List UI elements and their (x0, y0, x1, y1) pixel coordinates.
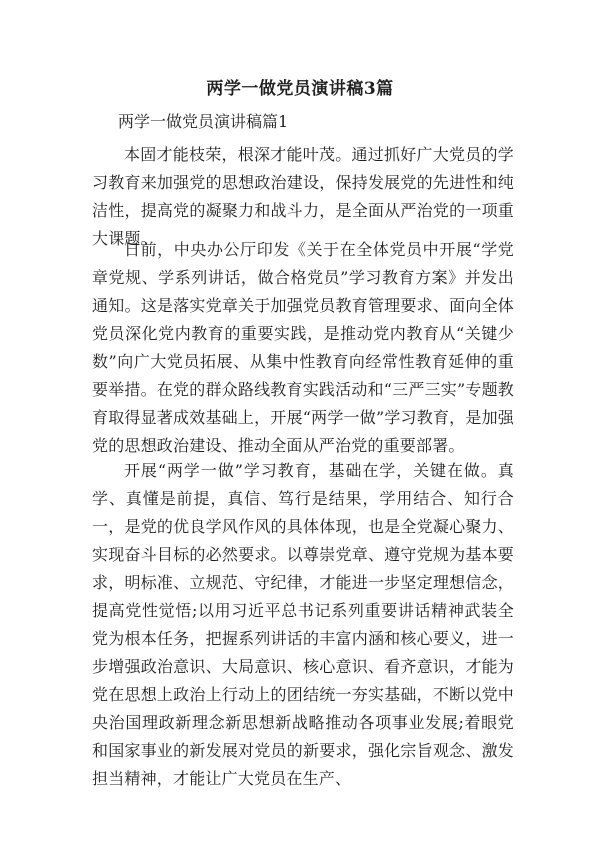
paragraph-2: 日前，中央办公厅印发《关于在全体党员中开展“学党章党规、学系列讲话，做合格党员”学习教育方案》并发出通知。这是落实党章关于加强党员教育管理要求、面向全体党员深化党内教育的重要实践，是推动党内教育从“关键少数”向广大党员拓展、从集中性教育向经常性教育延伸的重要举措。在党的群众路线教育实践活动和“三严三实”专题教育取得显著成效基础上，开展“两学一做”学习教育，是加强党的思想政治建设、推动全面从严治党的重要部署。 (92, 240, 514, 455)
paragraph-1: 本固才能枝荣，根深才能叶茂。通过抓好广大党员的学习教育来加强党的思想政治建设，保持发展党的先进性和纯洁性，提高党的凝聚力和战斗力，是全面从严治党的一项重大课题。 (92, 145, 514, 248)
section-heading: 两学一做党员演讲稿篇1 (118, 112, 289, 131)
paragraph-3: 开展“两学一做”学习教育，基础在学，关键在做。真学、真懂是前提，真信、笃行是结果，学用结合、知行合一，是党的优良学风作风的具体体现，也是全党凝心聚力、实现奋斗目标的必然要求。以尊崇党章、遵守党规为基本要求，明标准、立规范、守纪律，才能进一步坚定理想信念，提高党性觉悟;以用习近平总书记系列重要讲话精神武装全党为根本任务，把握系列讲话的丰富内涵和核心要义，进一步增强政治意识、大局意识、核心意识、看齐意识，才能为党在思想上政治上行动上的团结统一夯实基础，不断以党中央治国理政新理念新思想新战略推动各项事业发展;着眼党和国家事业的新发展对党员的新要求，强化宗旨观念、激发担当精神，才能让广大党员在生产、 (92, 461, 514, 788)
document-title: 两学一做党员演讲稿3篇 (206, 79, 394, 99)
